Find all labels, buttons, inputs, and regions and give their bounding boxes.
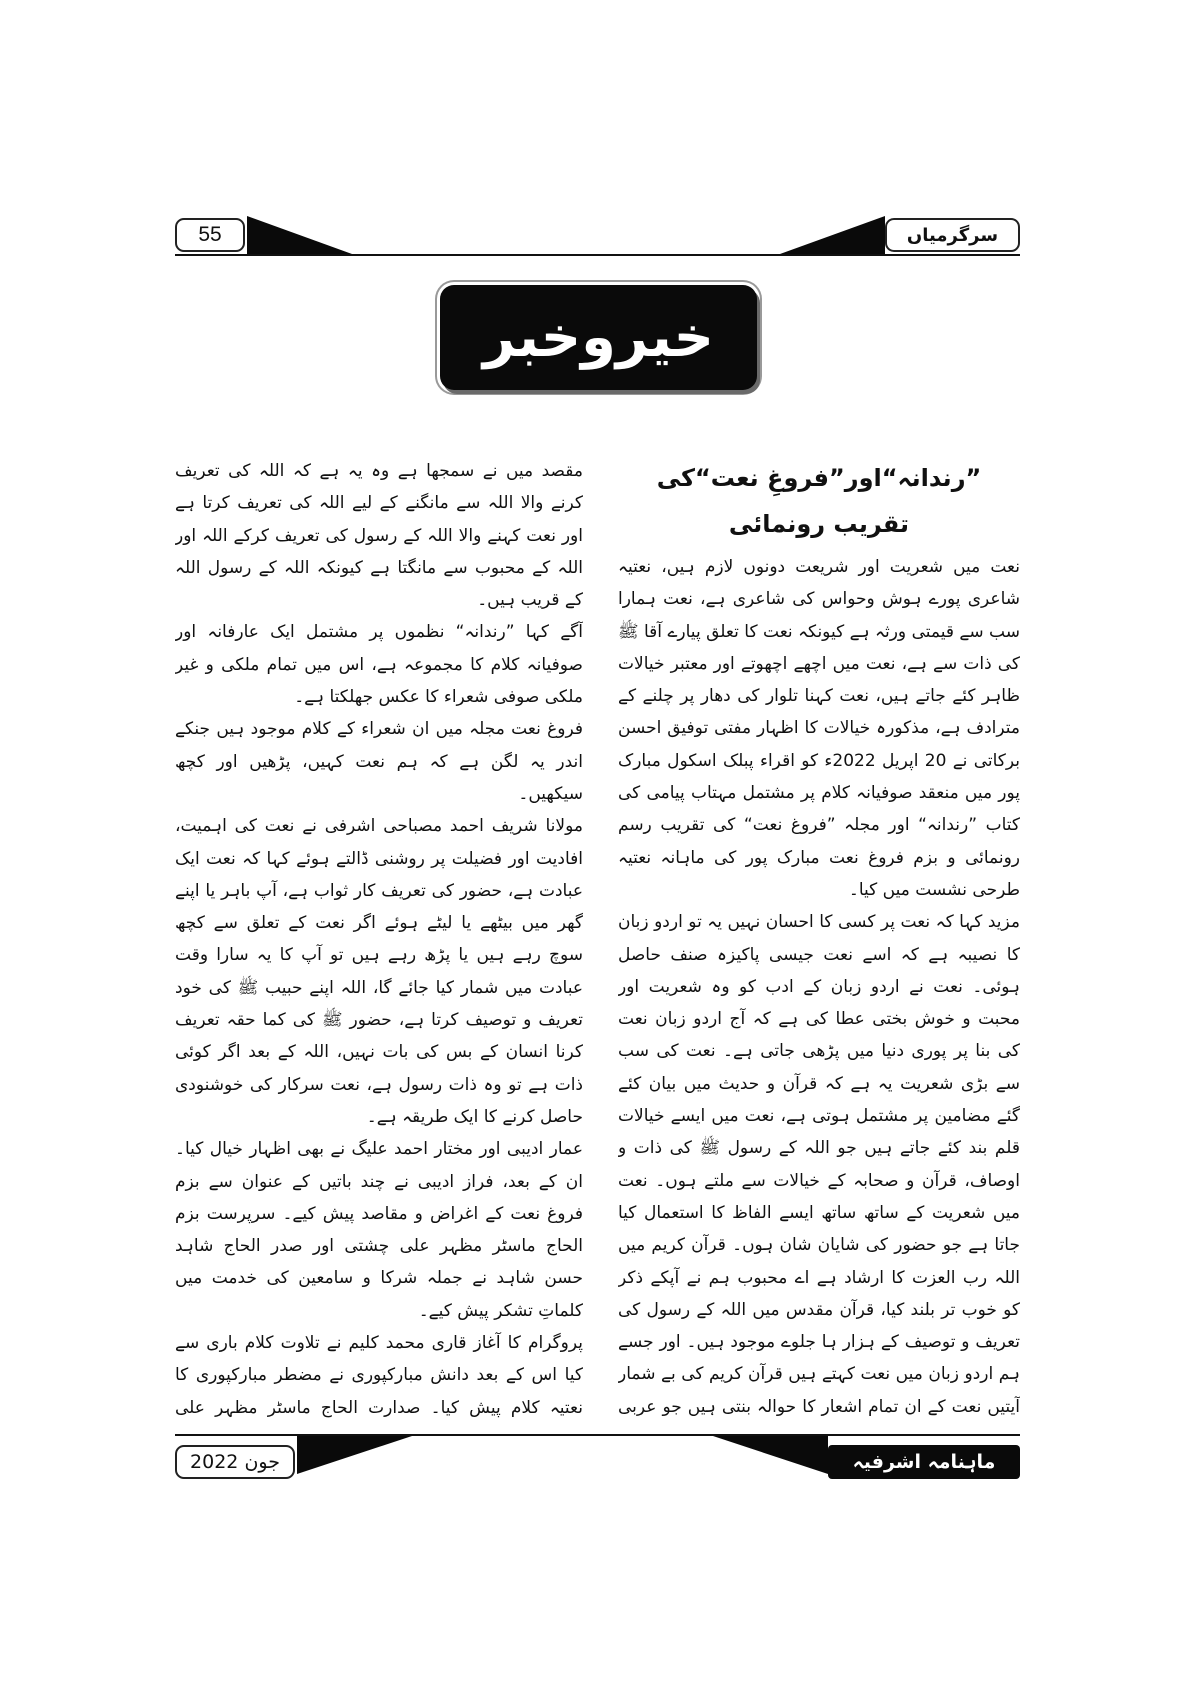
left-paragraph-3: فروغ نعت مجلہ میں ان شعراء کے کلام موجود ہیں جنکے اندر یہ لگن ہے کہ ہم نعت کہیں، پڑھیں اور کچھ سیکھیں۔ [175, 719, 583, 804]
left-paragraph-1: مقصد میں نے سمجھا ہے وہ یہ ہے کہ اللہ کی تعریف کرنے والا اللہ سے مانگنے کے لیے اللہ کی تعریف کرتا ہے اور نعت کہنے والا اللہ کے رسول کی تعریف کرکے اللہ اور اللہ کے محبوب سے مانگتا ہے کیونکہ اللہ کے رسول اللہ کے قریب ہیں۔ [175, 461, 583, 611]
article-right-column [618, 455, 1020, 1420]
masthead-banner [440, 285, 757, 390]
article-headline: ”رندانہ“اور”فروغِ نعت“کی تقریب رونمائی [656, 464, 982, 538]
footer-magazine-name: ماہنامہ اشرفیہ [852, 1451, 996, 1473]
page-number-box [175, 218, 245, 252]
right-paragraph-1: نعت میں شعریت اور شریعت دونوں لازم ہیں، نعتیہ شاعری پورے ہوش وحواس کی شاعری ہے، نعت ہمارا سب سے قیمتی ورثہ ہے کیونکہ نعت کا تعلق پیارے آقا ﷺ کی ذات سے ہے، نعت میں اچھے اچھوتے اور معتبر خیالات ظاہر کئے جاتے ہیں، نعت کہنا تلوار کی دھار پر چلنے کے مترادف ہے، مذکورہ خیالات کا اظہار مفتی توفیق احسن برکاتی نے 20 اپریل 2022ء کو اقراء پبلک اسکول مبارک پور میں منعقد صوفیانہ کلام پر مشتمل مہتاب پیامی کی کتاب ”رندانہ“ اور مجلہ ”فروغ نعت“ کی تقریب رسم رونمائی و بزم فروغ نعت مبارک پور کی ماہانہ نعتیہ طرحی نشست میں کیا۔ [618, 557, 1020, 900]
header-rule [175, 254, 1020, 256]
page-number: 55 [198, 223, 222, 246]
left-paragraph-6: پروگرام کا آغاز قاری محمد کلیم نے تلاوت کلام باری سے کیا اس کے بعد دانش مبارکپوری نے مضطر مبارکپوری کا نعتیہ کلام پیش کیا۔ صدارت الحاج ماسٹر مظہر علی [175, 1333, 583, 1418]
right-paragraph-2: مزید کہا کہ نعت پر کسی کا احسان نہیں یہ تو اردو زبان کا نصیبہ ہے کہ اسے نعت جیسی پاکیزہ صنف حاصل ہوئی۔ نعت نے اردو زبان کے ادب کو وہ شعریت اور محبت و خوش بختی عطا کی ہے کہ آج اردو زبان نعت کی بنا پر پوری دنیا میں پڑھی جاتی ہے۔ نعت کی سب سے بڑی شعریت یہ ہے کہ قرآن و حدیث میں بیان کئے گئے مضامین پر مشتمل ہوتی ہے، نعت میں ایسے خیالات قلم بند کئے جاتے ہیں جو اللہ کے رسول ﷺ کی ذات و اوصاف، قرآن و صحابہ کے خیالات سے ملتے ہوں۔ نعت میں شعریت کے ساتھ ساتھ ایسے الفاظ کا استعمال کیا جاتا ہے جو حضور کی شایان شان ہوں۔ قرآن کریم میں اللہ رب العزت کا ارشاد ہے اے محبوب ہم نے آپکے ذکر کو خوب تر بلند کیا، قرآن مقدس میں اللہ کے رسول کی تعریف و توصیف کے ہزار ہا جلوے موجود ہیں۔ اور جسے ہم اردو زبان میں نعت کہتے ہیں قرآن کریم کی بے شمار آیتیں نعت کے ان تمام اشعار کا حوالہ بنتی ہیں جو عربی [618, 912, 1020, 1417]
left-paragraph-4: مولانا شریف احمد مصباحی اشرفی نے نعت کی اہمیت، افادیت اور فضیلت پر روشنی ڈالتے ہوئے کہا کہ نعت ایک عبادت ہے، حضور کی تعریف کار ثواب ہے، آپ باہر یا اپنے گھر میں بیٹھے یا لیٹے ہوئے اگر نعت کے تعلق سے کچھ سوچ رہے ہیں یا پڑھ رہے ہیں تو آپ کا یہ سارا وقت عبادت میں شمار کیا جائے گا، اللہ اپنے حبیب ﷺ کی خود تعریف و توصیف کرتا ہے، حضور ﷺ کی کما حقہ تعریف کرنا انسان کے بس کی بات نہیں، اللہ کے بعد اگر کوئی ذات ہے تو وہ ذات رسول ہے، نعت سرکار کی خوشنودی حاصل کرنے کا ایک طریقہ ہے۔ [175, 816, 583, 1127]
footer-left-wedge [297, 1436, 417, 1476]
footer-date: جون 2022 [190, 1451, 280, 1473]
header-right-wedge [775, 216, 885, 256]
footer-magazine-banner [828, 1445, 1020, 1479]
left-paragraph-5: عمار ادیبی اور مختار احمد علیگ نے بھی اظہار خیال کیا۔ ان کے بعد، فراز ادیبی نے چند باتیں کے عنوان سے بزم فروغ نعت کے اغراض و مقاصد پیش کیے۔ سرپرست بزم الحاج ماسٹر مظہر علی چشتی اور صدر الحاج شاہد حسن شاہد نے جملہ شرکا و سامعین کی خدمت میں کلماتِ تشکر پیش کیے۔ [175, 1139, 583, 1321]
footer-date-box [175, 1445, 295, 1479]
header-left-wedge [247, 216, 357, 256]
section-label: سرگرمیاں [906, 224, 999, 246]
section-label-box [885, 218, 1020, 252]
left-paragraph-2: آگے کہا ”رندانہ“ نظموں پر مشتمل ایک عارفانہ اور صوفیانہ کلام کا مجموعہ ہے، اس میں تمام ملکی و غیر ملکی صوفی شعراء کا عکس جھلکتا ہے۔ [175, 622, 583, 708]
footer-right-wedge [708, 1436, 828, 1476]
masthead-title: خیروخبر [483, 305, 714, 370]
article-left-column [175, 455, 583, 1420]
